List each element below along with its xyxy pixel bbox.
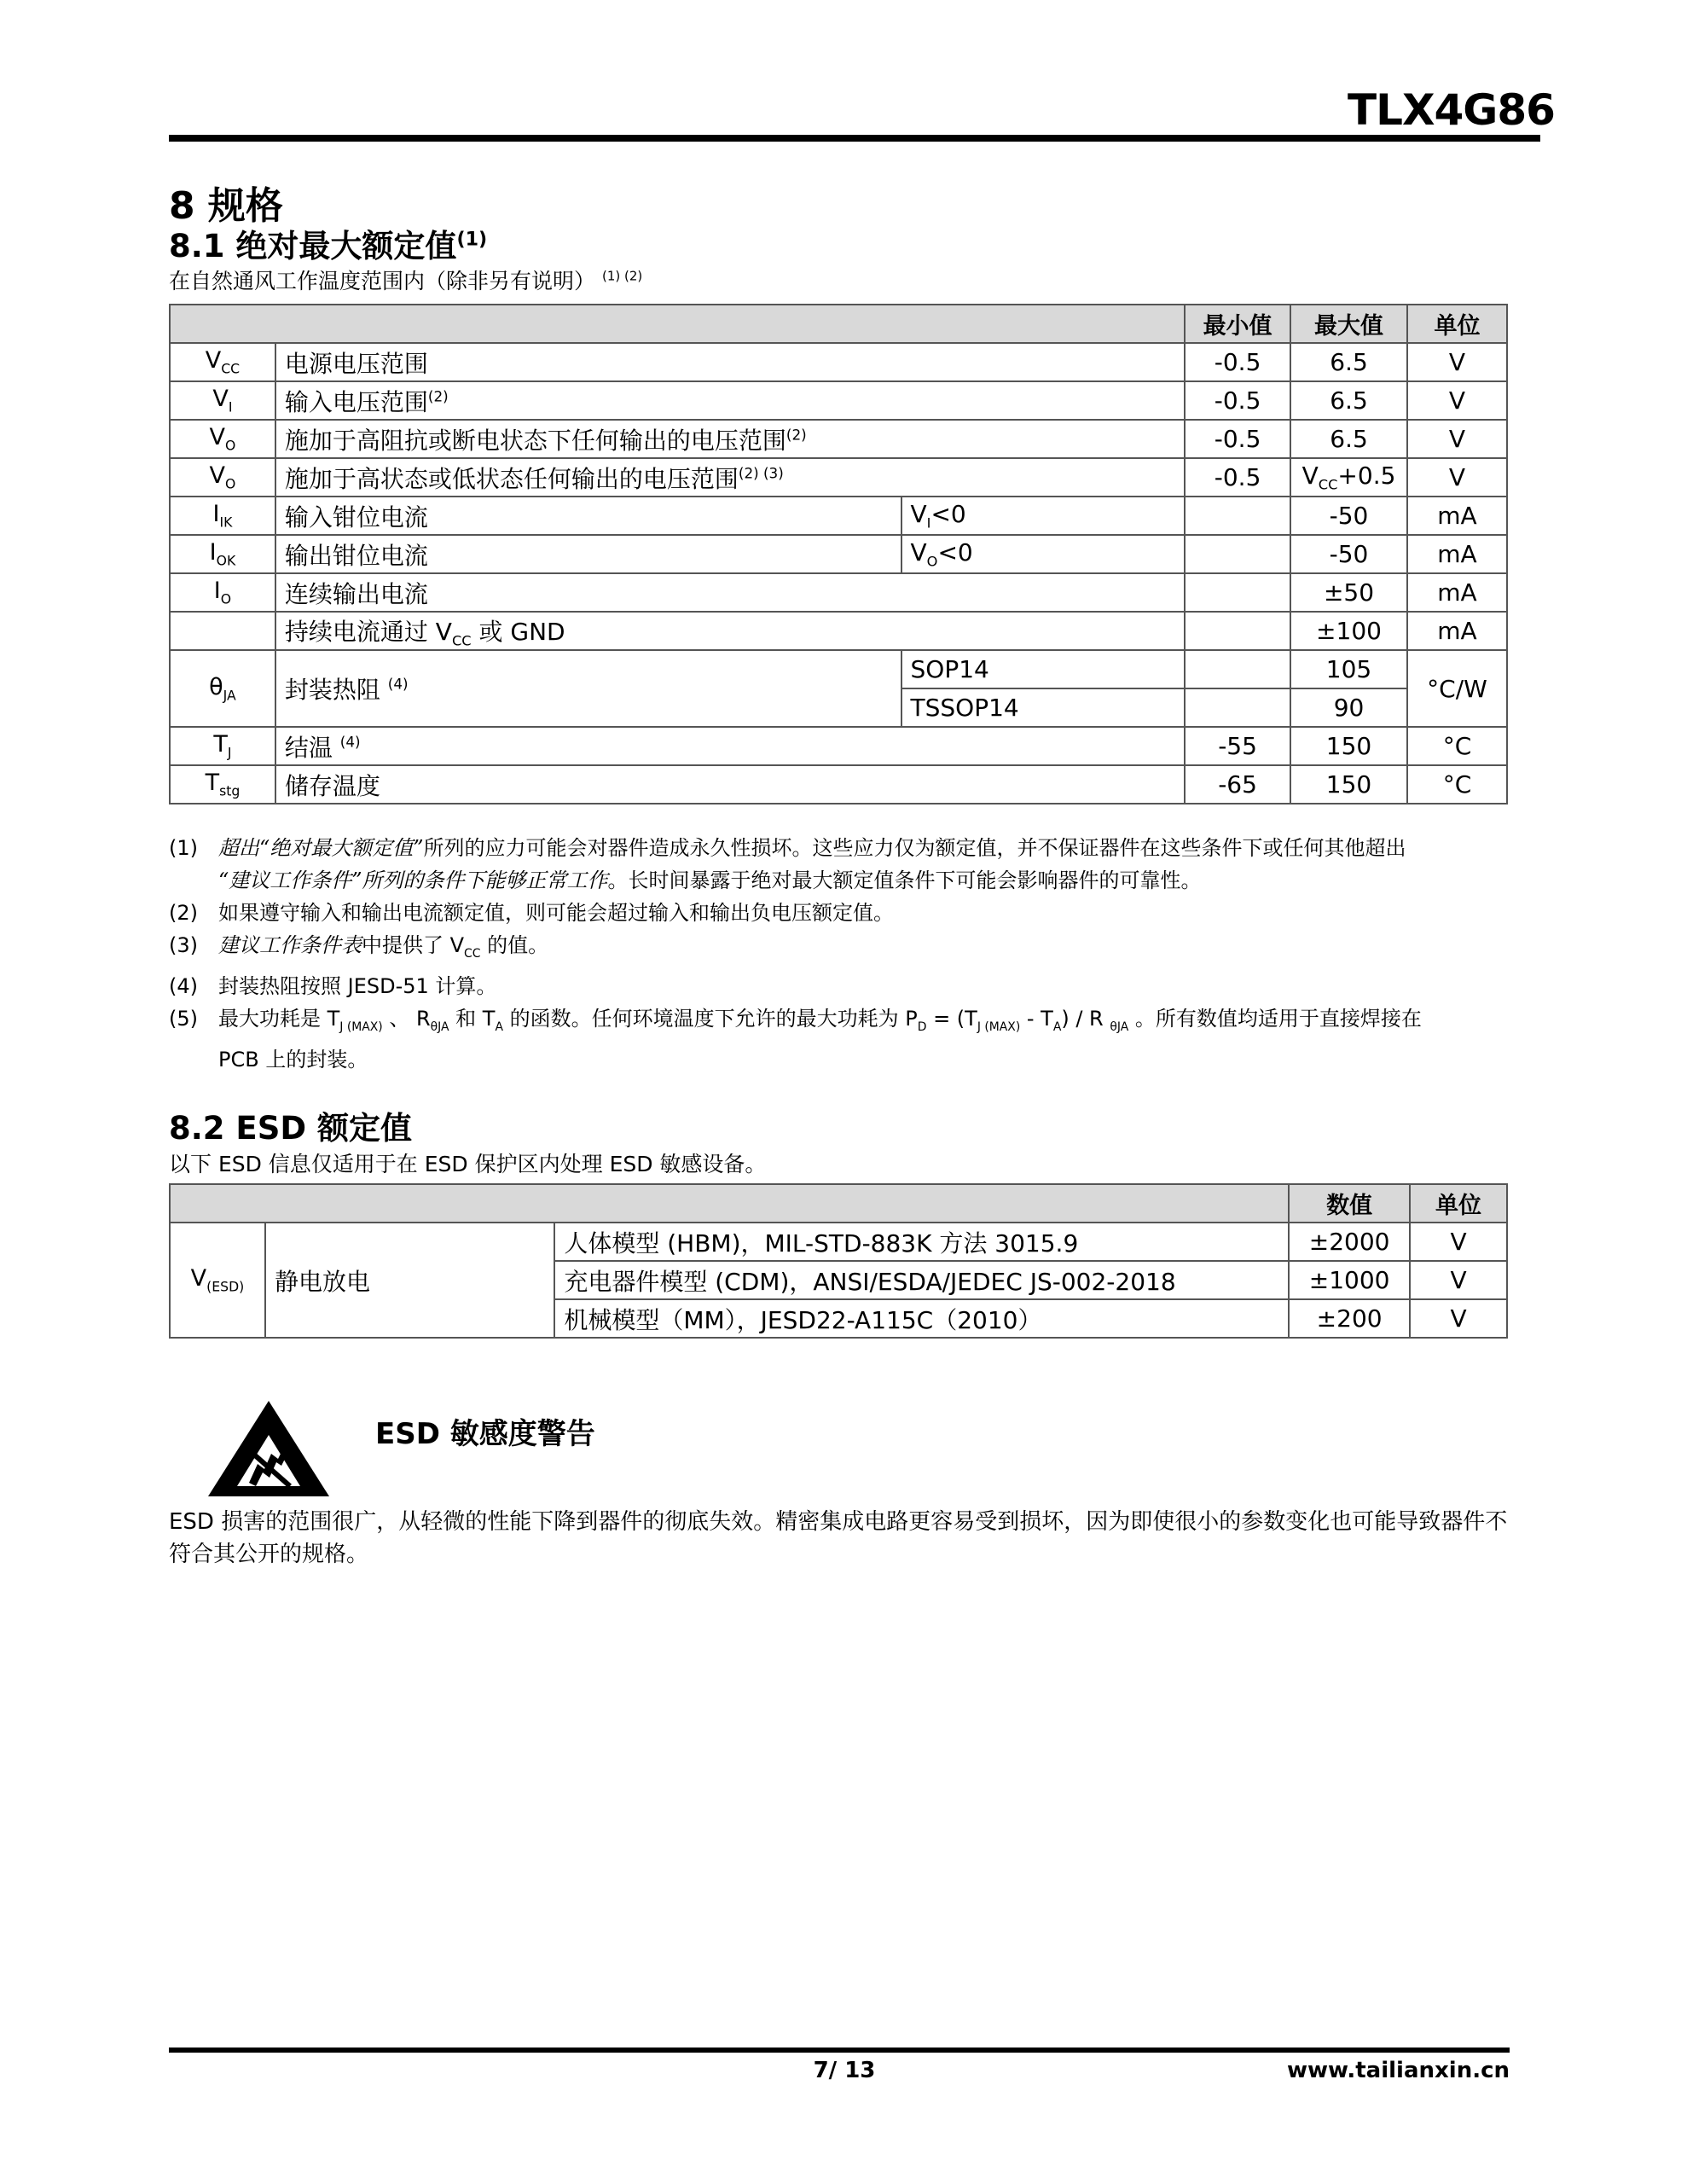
section-8-2-intro: 以下 ESD 信息仅适用于在 ESD 保护区内处理 ESD 敏感设备。 (169, 1152, 767, 1176)
footnote-1: (1) 超出“绝对最大额定值”所列的应力可能会对器件造成永久性损坏。这些应力仅为额定值，并不保证器件在这些条件下或任何其他超出 “建议工作条件”所列的条件下能够正常工作。长时间暴露于绝对最大额定值条件下可能会影响器件的可靠性。 (169, 836, 1406, 892)
table-row: $V_{CC}$ 电源电压范围 -0.5 6.5 V (170, 343, 1507, 381)
part-number-title: TLX4G86 (1348, 85, 1555, 135)
footnote-4: (4) 封装热阻按照 JESD-51 计算。 (169, 973, 497, 998)
col-header-max: 最大值 (1290, 305, 1407, 343)
table-row: 充电器件模型 (CDM)，ANSI/ESDA/JEDEC JS-002-2018 ±1000 V (170, 1261, 1507, 1299)
table-header-row (170, 1184, 1507, 1223)
esd-warning-text: ESD 损害的范围很广，从轻微的性能下降到器件的彻底失效。精密集成电路更容易受到损坏，因为即使很小的参数变化也可能导致器件不符合其公开的规格。 (169, 1509, 1508, 1567)
section-8-1-condition: 在自然通风工作温度范围内（除非另有说明） $^{(1) (2)}$ (169, 268, 643, 293)
table-row: 持续电流通过 $V_{CC}$ 或 GND ±100 mA (170, 612, 1507, 650)
absolute-max-ratings-table (169, 304, 1508, 804)
footnote-3: (3) 建议工作条件表中提供了 $V_{CC}$ 的值。 (169, 933, 549, 961)
section-8-1-heading: 8.1 绝对最大额定值$^{(1)}$ (169, 228, 488, 264)
footnotes (169, 832, 1516, 1076)
col-header-min: 最小值 (1185, 305, 1290, 343)
section-8-heading: 8 规格 (169, 184, 283, 228)
table-row: 机械模型（MM），JESD22-A115C（2010） ±200 V (170, 1299, 1507, 1338)
footnote-5: (5) 最大功耗是 $T_{J (MAX)}$ 、 $R_{\theta JA}$ 和 $T_A$ 的函数。任何环境温度下允许的最大功耗为 $P_D = (T_{J (MAX)} - T_A) / R$ $_{\theta JA}$ 。所有数值均适用于直接焊接在 PCB 上的封装。 (169, 1006, 1422, 1072)
footer-rule (169, 2048, 1510, 2053)
esd-ratings-table (169, 1183, 1508, 1339)
header-rule (169, 135, 1540, 142)
footnote-2: (2) 如果遵守输入和输出电流额定值，则可能会超过输入和输出负电压额定值。 (169, 901, 894, 925)
table-row: $T_{stg}$ 储存温度 -65 150 °C (170, 765, 1507, 804)
esd-warning-title: ESD 敏感度警告 (375, 1417, 595, 1451)
col-header-value: 数值 (1289, 1184, 1410, 1223)
esd-warning-icon (205, 1397, 333, 1503)
table-header-row (170, 305, 1507, 343)
table-row: $V_O$ 施加于高阻抗或断电状态下任何输出的电压范围$^{(2)}$ -0.5 6.5 V (170, 420, 1507, 458)
table-row: TSSOP14 90 (170, 688, 1507, 727)
table-row: $V_I$ 输入电压范围$^{(2)}$ -0.5 6.5 V (170, 381, 1507, 420)
col-header-unit: 单位 (1410, 1184, 1507, 1223)
table-row: $V_O$ 施加于高状态或低状态任何输出的电压范围$^{(2) (3)}$ -0.5 $V_{CC}+0.5$ V (170, 458, 1507, 497)
table-row: $T_J$ 结温 $^{(4)}$ -55 150 °C (170, 727, 1507, 765)
table-row: $V_{(ESD)}$ 静电放电 人体模型 (HBM)，MIL-STD-883K 方法 3015.9 ±2000 V (170, 1223, 1507, 1261)
table-row: $I_O$ 连续输出电流 ±50 mA (170, 573, 1507, 612)
section-8-2-heading: 8.2 ESD 额定值 (169, 1110, 412, 1147)
table-row: $\theta_{JA}$ 封装热阻 $^{(4)}$ SOP14 105 °C/W (170, 650, 1507, 688)
website-link[interactable]: www.tailianxin.cn (1286, 2058, 1510, 2083)
page-number: 7/ 13 (813, 2058, 876, 2083)
table-row: $I_{OK}$ 输出钳位电流 $V_O<0$ -50 mA (170, 535, 1507, 573)
col-header-unit: 单位 (1407, 305, 1507, 343)
table-row: $I_{IK}$ 输入钳位电流 $V_I<0$ -50 mA (170, 497, 1507, 535)
